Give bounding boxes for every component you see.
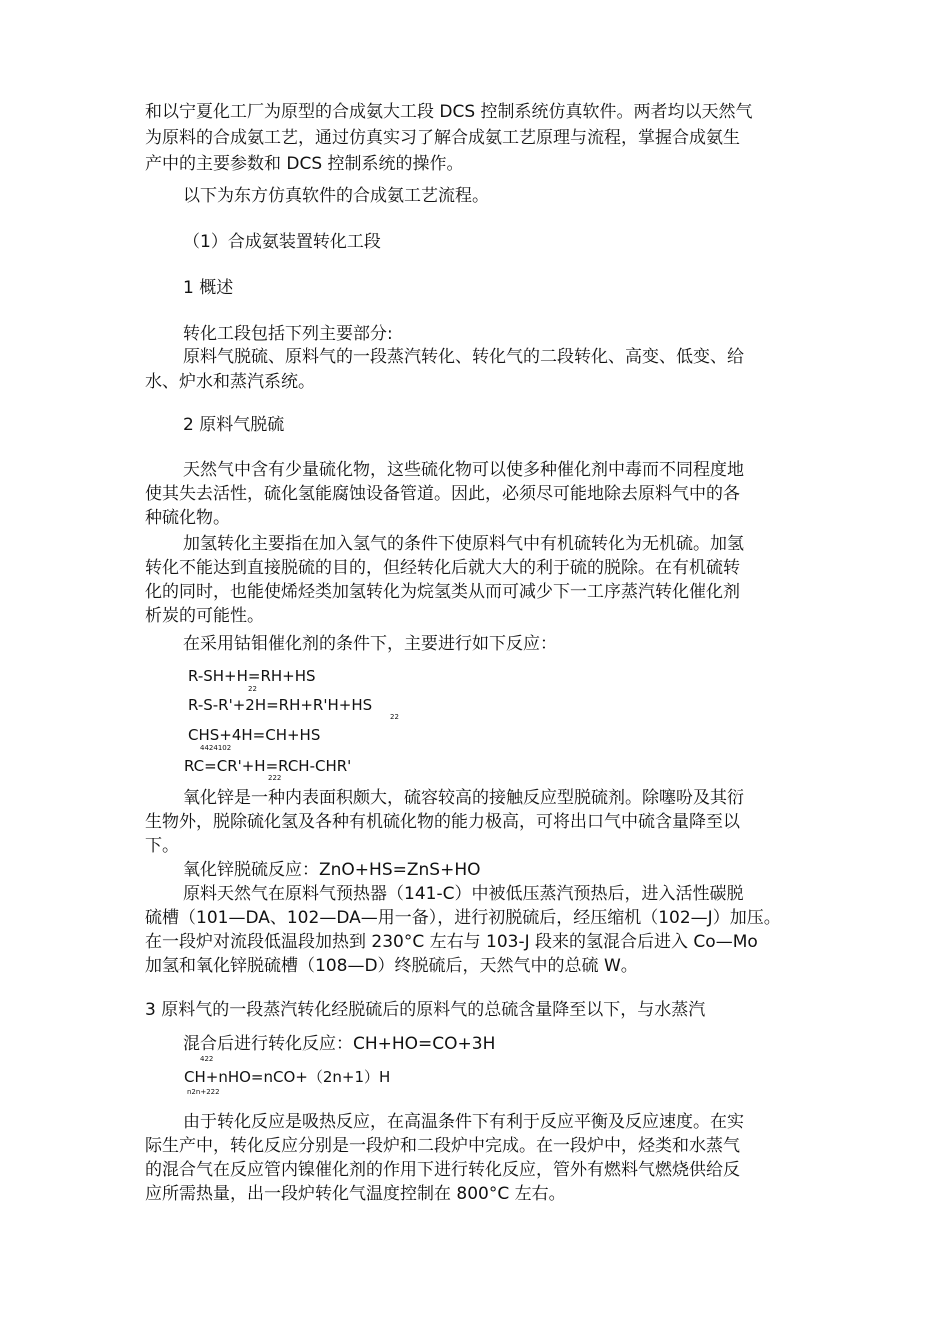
equation-subscript: 22	[248, 685, 257, 693]
equation: CHS+4H=CH+HS	[188, 726, 321, 744]
text-line: 际生产中，转化反应分别是一段炉和二段炉中完成。在一段炉中，烃类和水蒸气	[145, 1136, 740, 1156]
equation-subscript: 22	[390, 713, 399, 721]
text-line: 在采用钴钼催化剂的条件下，主要进行如下反应：	[183, 634, 557, 654]
section-heading: 2 原料气脱硫	[183, 415, 285, 435]
equation: R-SH+H=RH+HS	[188, 667, 316, 685]
equation-subscript: 222	[268, 774, 282, 782]
text-line: 以下为东方仿真软件的合成氨工艺流程。	[183, 186, 489, 206]
text-line: 加氢转化主要指在加入氢气的条件下使原料气中有机硫转化为无机硫。加氢	[183, 534, 744, 554]
text-line: 和以宁夏化工厂为原型的合成氨大工段 DCS 控制系统仿真软件。两者均以天然气	[145, 102, 753, 122]
text-line: 使其失去活性，硫化氢能腐蚀设备管道。因此，必须尽可能地除去原料气中的各	[145, 484, 740, 504]
equation-subscript: 4424102	[200, 744, 232, 752]
equation: RC=CR'+H=RCH-CHR'	[184, 757, 352, 775]
text-line: 天然气中含有少量硫化物，这些硫化物可以使多种催化剂中毒而不同程度地	[183, 460, 744, 480]
text-line: 原料天然气在原料气预热器（141-C）中被低压蒸汽预热后，进入活性碳脱	[183, 884, 744, 904]
text-line: 在一段炉对流段低温段加热到 230°C 左右与 103-J 段来的氢混合后进入 Co—Mo	[145, 932, 758, 952]
text-line: 析炭的可能性。	[145, 606, 264, 626]
equation: R-S-R'+2H=RH+R'H+HS	[188, 696, 373, 714]
text-line: 氧化锌脱硫反应：ZnO+HS=ZnS+HO	[183, 860, 481, 880]
text-line: 种硫化物。	[145, 508, 230, 528]
text-line: 转化工段包括下列主要部分:	[183, 324, 393, 344]
text-line: 化的同时，也能使烯烃类加氢转化为烷氢类从而可减少下一工序蒸汽转化催化剂	[145, 582, 740, 602]
section-heading: 1 概述	[183, 278, 234, 298]
text-line: 应所需热量，出一段炉转化气温度控制在 800°C 左右。	[145, 1184, 566, 1204]
text-line: 产中的主要参数和 DCS 控制系统的操作。	[145, 154, 464, 174]
text-line: 由于转化反应是吸热反应，在高温条件下有利于反应平衡及反应速度。在实	[183, 1112, 744, 1132]
text-line: 为原料的合成氨工艺，通过仿真实习了解合成氨工艺原理与流程，掌握合成氨生	[145, 128, 740, 148]
text-line: 生物外，脱除硫化氢及各种有机硫化物的能力极高，可将出口气中硫含量降至以	[145, 812, 740, 832]
text-line: 下。	[145, 836, 179, 856]
text-line: 加氢和氧化锌脱硫槽（108—D）终脱硫后，天然气中的总硫 W。	[145, 956, 638, 976]
equation-subscript: n2n+222	[187, 1088, 220, 1096]
equation: CH+nHO=nCO+（2n+1）H	[184, 1068, 391, 1086]
text-line: 氧化锌是一种内表面积颇大，硫容较高的接触反应型脱硫剂。除噻吩及其衍	[183, 788, 744, 808]
text-line: 的混合气在反应管内镍催化剂的作用下进行转化反应，管外有燃料气燃烧供给反	[145, 1160, 740, 1180]
text-line: 原料气脱硫、原料气的一段蒸汽转化、转化气的二段转化、高变、低变、给	[183, 347, 744, 367]
equation-subscript: 422	[200, 1055, 214, 1063]
text-line: 3 原料气的一段蒸汽转化经脱硫后的原料气的总硫含量降至以下，与水蒸汽	[145, 1000, 706, 1020]
text-line: 水、炉水和蒸汽系统。	[145, 372, 315, 392]
text-line: 混合后进行转化反应：CH+HO=CO+3H	[183, 1034, 496, 1054]
text-line: 硫槽（101—DA、102—DA—用一备），进行初脱硫后，经压缩机（102—J）加压。	[145, 908, 781, 928]
section-heading: （1）合成氨装置转化工段	[183, 232, 381, 252]
text-line: 转化不能达到直接脱硫的目的，但经转化后就大大的利于硫的脱除。在有机硫转	[145, 558, 740, 578]
